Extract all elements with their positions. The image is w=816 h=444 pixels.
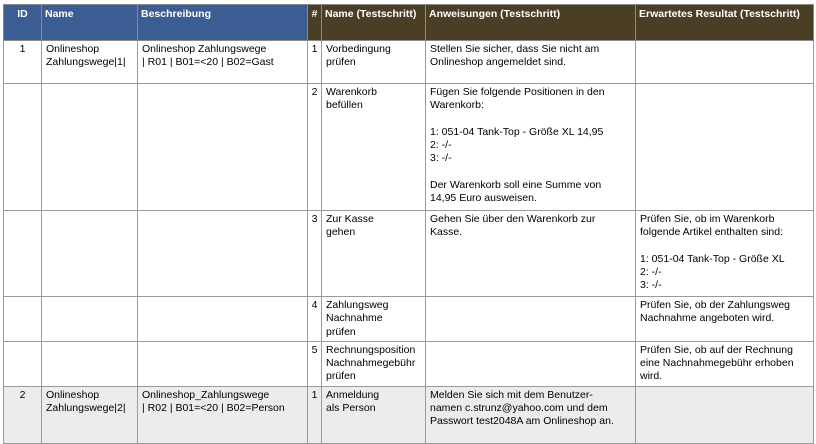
- cell-step-number: 2: [308, 84, 322, 211]
- cell-anweisungen: [426, 297, 636, 342]
- table-row: [4, 297, 814, 342]
- header-beschreibung: Beschreibung: [138, 5, 308, 41]
- cell-step-number: 5: [308, 341, 322, 386]
- cell-step-name: Zahlungsweg Nachnahme prüfen: [322, 297, 426, 342]
- cell-anweisungen: [426, 341, 636, 386]
- cell-id: [4, 297, 42, 342]
- cell-resultat: [636, 386, 814, 443]
- header-resultat: Erwartetes Resultat (Testschritt): [636, 5, 814, 41]
- cell-id: [4, 211, 42, 297]
- cell-step-name: Zur Kasse gehen: [322, 211, 426, 297]
- cell-anweisungen: Fügen Sie folgende Positionen in den Warenkorb: 1: 051-04 Tank-Top - Größe XL 14,95 2: -/- 3: -/- Der Warenkorb soll eine Summe von 14,95 Euro ausweisen.: [426, 84, 636, 211]
- cell-id: 2: [4, 386, 42, 443]
- cell-id: 1: [4, 41, 42, 84]
- cell-step-name: Warenkorb befüllen: [322, 84, 426, 211]
- table-row: [4, 41, 814, 84]
- table-row: [4, 341, 814, 386]
- header-step-name: Name (Testschritt): [322, 5, 426, 41]
- table-row: [4, 211, 814, 297]
- cell-step-name: Vorbedingung prüfen: [322, 41, 426, 84]
- cell-anweisungen: Stellen Sie sicher, dass Sie nicht am Onlineshop angemeldet sind.: [426, 41, 636, 84]
- cell-name: [42, 297, 138, 342]
- cell-anweisungen: Melden Sie sich mit dem Benutzer- namen c.strunz@yahoo.com und dem Passwort test2048A am Onlineshop an.: [426, 386, 636, 443]
- table-row: [4, 84, 814, 211]
- cell-resultat: Prüfen Sie, ob im Warenkorb folgende Artikel enthalten sind: 1: 051-04 Tank-Top - Größe XL 2: -/- 3: -/-: [636, 211, 814, 297]
- cell-name: [42, 211, 138, 297]
- header-step-number: #: [308, 5, 322, 41]
- cell-resultat: [636, 84, 814, 211]
- cell-beschreibung: Onlineshop_Zahlungswege | R02 | B01=<20 | B02=Person: [138, 386, 308, 443]
- cell-beschreibung: [138, 211, 308, 297]
- cell-resultat: Prüfen Sie, ob der Zahlungsweg Nachnahme angeboten wird.: [636, 297, 814, 342]
- cell-resultat: [636, 41, 814, 84]
- header-anweisungen: Anweisungen (Testschritt): [426, 5, 636, 41]
- cell-name: Onlineshop Zahlungswege|2|: [42, 386, 138, 443]
- cell-beschreibung: [138, 84, 308, 211]
- header-row: [4, 5, 814, 41]
- cell-step-number: 4: [308, 297, 322, 342]
- cell-step-number: 3: [308, 211, 322, 297]
- header-name: Name: [42, 5, 138, 41]
- header-id: ID: [4, 5, 42, 41]
- cell-step-name: Anmeldung als Person: [322, 386, 426, 443]
- cell-resultat: Prüfen Sie, ob auf der Rechnung eine Nachnahmegebühr erhoben wird.: [636, 341, 814, 386]
- cell-beschreibung: [138, 341, 308, 386]
- cell-anweisungen: Gehen Sie über den Warenkorb zur Kasse.: [426, 211, 636, 297]
- cell-name: [42, 84, 138, 211]
- cell-id: [4, 84, 42, 211]
- table-row: [4, 386, 814, 443]
- cell-id: [4, 341, 42, 386]
- cell-name: Onlineshop Zahlungswege|1|: [42, 41, 138, 84]
- cell-step-name: Rechnungsposition Nachnahmegebühr prüfen: [322, 341, 426, 386]
- cell-beschreibung: Onlineshop Zahlungswege | R01 | B01=<20 | B02=Gast: [138, 41, 308, 84]
- testcase-table: [3, 4, 814, 444]
- cell-step-number: 1: [308, 41, 322, 84]
- cell-step-number: 1: [308, 386, 322, 443]
- cell-name: [42, 341, 138, 386]
- cell-beschreibung: [138, 297, 308, 342]
